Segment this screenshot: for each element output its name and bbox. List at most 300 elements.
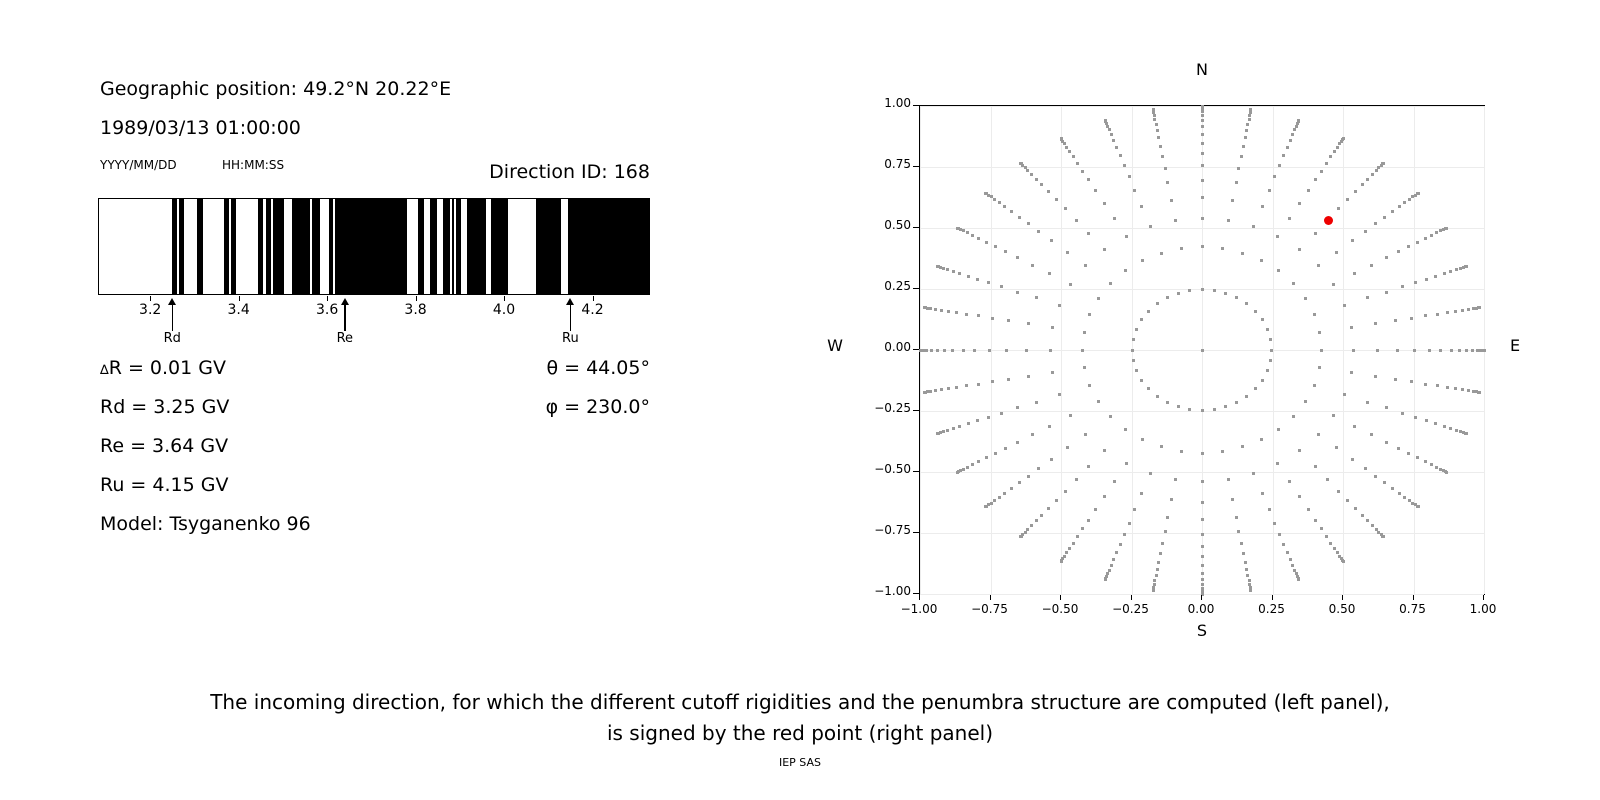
- direction-dot: [940, 309, 943, 312]
- direction-dot: [1248, 114, 1251, 117]
- direction-dot: [1113, 480, 1116, 483]
- direction-dot: [1249, 589, 1252, 592]
- direction-dot: [1375, 169, 1378, 172]
- direction-dot: [1245, 129, 1248, 132]
- direction-dot: [934, 389, 937, 392]
- direction-dot: [1276, 462, 1279, 465]
- penumbra-barcode: [98, 198, 650, 295]
- direction-dot: [1201, 518, 1204, 521]
- direction-dot: [1351, 458, 1354, 461]
- direction-dot: [1416, 456, 1419, 459]
- direction-dot: [998, 496, 1001, 499]
- direction-dot: [1016, 441, 1019, 444]
- direction-dot: [1174, 478, 1177, 481]
- direction-dot: [1133, 189, 1136, 192]
- re-line: Re = 3.64 GV: [100, 435, 229, 457]
- direction-dot: [985, 456, 988, 459]
- direction-dot: [1471, 349, 1474, 352]
- direction-dot: [1292, 415, 1295, 418]
- direction-dot: [1252, 472, 1255, 475]
- direction-dot: [977, 460, 980, 463]
- direction-dot: [1135, 328, 1138, 331]
- penumbra-black-band: [335, 199, 407, 294]
- direction-dot: [1352, 349, 1355, 352]
- direction-dot: [1152, 589, 1155, 592]
- direction-dot: [1385, 406, 1388, 409]
- direction-dot: [1201, 179, 1204, 182]
- grid-line-horizontal: [920, 472, 1484, 473]
- direction-dot: [1288, 217, 1291, 220]
- x-tick-label: −1.00: [900, 602, 938, 616]
- direction-dot: [1304, 400, 1307, 403]
- direction-dot: [1354, 190, 1357, 193]
- x-tick-mark: [1342, 595, 1343, 600]
- direction-dot: [1160, 252, 1163, 255]
- ru-line: Ru = 4.15 GV: [100, 474, 229, 496]
- direction-dot: [1019, 535, 1022, 538]
- direction-dot: [1424, 460, 1427, 463]
- direction-dot: [1397, 250, 1400, 253]
- direction-dot: [1307, 508, 1310, 511]
- x-tick-label: −0.25: [1112, 602, 1149, 616]
- direction-dot: [956, 471, 959, 474]
- direction-dot: [1087, 519, 1090, 522]
- direction-dot: [1353, 272, 1356, 275]
- y-tick-mark: [913, 532, 919, 533]
- direction-dot: [1124, 428, 1127, 431]
- direction-dot: [976, 419, 979, 422]
- direction-dot: [1304, 297, 1307, 300]
- direction-dot: [1088, 313, 1091, 316]
- direction-dot: [923, 391, 926, 394]
- direction-dot: [1016, 256, 1019, 259]
- direction-dot: [1068, 150, 1071, 153]
- direction-dot: [965, 313, 968, 316]
- direction-dot: [1424, 237, 1427, 240]
- direction-dot: [1166, 296, 1169, 299]
- direction-dot: [1245, 302, 1248, 305]
- direction-dot: [1282, 543, 1285, 546]
- direction-dot: [1072, 155, 1075, 158]
- direction-dot: [1018, 481, 1021, 484]
- direction-dot: [1141, 438, 1144, 441]
- direction-dot: [1040, 514, 1043, 517]
- direction-dot: [1164, 167, 1167, 170]
- x-tick-label: 1.00: [1469, 602, 1497, 616]
- direction-dot: [1115, 551, 1118, 554]
- direction-dot: [1076, 162, 1079, 165]
- direction-dot: [929, 307, 932, 310]
- direction-dot: [1248, 118, 1251, 121]
- credit-text: IEP SAS: [778, 756, 822, 769]
- direction-dot: [1156, 302, 1159, 305]
- direction-dot: [956, 227, 959, 230]
- x-tick-mark: [1272, 595, 1273, 600]
- direction-dot: [977, 383, 980, 386]
- direction-dot: [1166, 181, 1169, 184]
- direction-dot: [1201, 105, 1204, 108]
- penumbra-black-band: [266, 199, 271, 294]
- direction-dot: [1346, 499, 1349, 502]
- direction-dot: [1174, 219, 1177, 222]
- direction-dot: [1414, 416, 1417, 419]
- direction-dot: [1465, 265, 1468, 268]
- direction-dot: [1446, 386, 1449, 389]
- direction-dot: [1155, 123, 1158, 126]
- direction-dot: [929, 390, 932, 393]
- direction-dot: [1351, 239, 1354, 242]
- direction-dot: [1435, 466, 1438, 469]
- direction-dot: [1049, 349, 1052, 352]
- direction-dot: [1383, 216, 1386, 219]
- direction-dot: [1088, 384, 1091, 387]
- direction-dot: [1087, 178, 1090, 181]
- direction-dot: [1153, 114, 1156, 117]
- grid-line-horizontal: [920, 228, 1484, 229]
- direction-dot: [1273, 175, 1276, 178]
- direction-dot: [1113, 217, 1116, 220]
- y-tick-mark: [913, 349, 919, 350]
- direction-dot: [1483, 349, 1486, 352]
- direction-dot: [1055, 198, 1058, 201]
- direction-dot: [1298, 495, 1301, 498]
- direction-dot: [1252, 225, 1255, 228]
- direction-dot: [1317, 433, 1320, 436]
- direction-dot: [1401, 412, 1404, 415]
- direction-dot: [1147, 310, 1150, 313]
- direction-dot: [1224, 292, 1227, 295]
- direction-dot: [1069, 283, 1072, 286]
- direction-dot: [1037, 467, 1040, 470]
- x-tick-label: 0.50: [1328, 602, 1356, 616]
- direction-dot: [994, 452, 997, 455]
- direction-dot: [1237, 530, 1240, 533]
- direction-dot: [1325, 535, 1328, 538]
- direction-dot: [1140, 205, 1143, 208]
- direction-dot: [1245, 395, 1248, 398]
- y-tick-mark: [913, 471, 919, 472]
- direction-dot: [1125, 462, 1128, 465]
- direction-dot: [1430, 463, 1433, 466]
- direction-dot: [1318, 331, 1321, 334]
- direction-dot: [1004, 447, 1007, 450]
- direction-dot: [1180, 450, 1183, 453]
- direction-dot: [1231, 199, 1234, 202]
- direction-dot: [1153, 579, 1156, 582]
- direction-dot: [1160, 445, 1163, 448]
- direction-dot: [1391, 487, 1394, 490]
- direction-dot: [1201, 349, 1204, 352]
- direction-dot: [1227, 478, 1230, 481]
- direction-dot: [1385, 441, 1388, 444]
- direction-dot: [1342, 560, 1345, 563]
- direction-dot: [1068, 547, 1071, 550]
- direction-dot: [1048, 425, 1051, 428]
- direction-dot: [943, 349, 946, 352]
- direction-dot: [1343, 304, 1346, 307]
- direction-dot: [1157, 561, 1160, 564]
- direction-dot: [1141, 259, 1144, 262]
- barcode-axis-tick-label: 3.8: [404, 302, 427, 318]
- direction-dot: [977, 314, 980, 317]
- direction-dot: [1436, 313, 1439, 316]
- y-tick-mark: [913, 593, 919, 594]
- direction-dot: [1293, 128, 1296, 131]
- direction-dot: [1103, 449, 1106, 452]
- direction-dot: [1416, 241, 1419, 244]
- direction-dot: [1149, 472, 1152, 475]
- direction-dot: [1055, 499, 1058, 502]
- direction-dot: [1035, 178, 1038, 181]
- direction-dot: [934, 308, 937, 311]
- direction-dot: [1449, 270, 1452, 273]
- direction-dot: [1235, 296, 1238, 299]
- direction-dot: [1277, 269, 1280, 272]
- direction-dot: [1058, 304, 1061, 307]
- rigidity-arrow-stem: [172, 305, 174, 331]
- direction-dot: [1003, 205, 1006, 208]
- direction-dot: [1152, 108, 1155, 111]
- time-format-hint: HH:MM:SS: [222, 158, 285, 172]
- direction-dot: [1289, 558, 1292, 561]
- direction-dot: [988, 349, 991, 352]
- direction-dot: [1097, 400, 1100, 403]
- direction-dot: [1407, 452, 1410, 455]
- direction-dot: [1403, 496, 1406, 499]
- direction-dot: [1201, 114, 1204, 117]
- direction-dot: [993, 499, 996, 502]
- direction-dot: [1366, 401, 1369, 404]
- barcode-axis-tick: [593, 296, 594, 301]
- direction-dot: [1027, 222, 1030, 225]
- penumbra-black-band: [491, 199, 508, 294]
- direction-dot: [1094, 189, 1097, 192]
- direction-dot: [1374, 475, 1377, 478]
- direction-dot: [1403, 201, 1406, 204]
- direction-dot: [1478, 391, 1481, 394]
- direction-dot: [1201, 196, 1204, 199]
- direction-dot: [1374, 375, 1377, 378]
- y-tick-mark: [913, 227, 919, 228]
- direction-dot: [1201, 133, 1204, 136]
- direction-dot: [1261, 492, 1264, 495]
- direction-dot: [1268, 508, 1271, 511]
- direction-dot: [1177, 405, 1180, 408]
- direction-dot: [1260, 438, 1263, 441]
- direction-dot: [1282, 154, 1285, 157]
- direction-dot: [1201, 564, 1204, 567]
- direction-dot: [1201, 452, 1204, 455]
- direction-dot: [1201, 217, 1204, 220]
- direction-dot: [1266, 328, 1269, 331]
- direction-dot: [1244, 136, 1247, 139]
- x-tick-mark: [1131, 595, 1132, 600]
- direction-dot: [1125, 235, 1128, 238]
- direction-dot: [1329, 542, 1332, 545]
- direction-id-text: Direction ID: 168: [489, 161, 650, 183]
- direction-dot: [1370, 264, 1373, 267]
- direction-dot: [1333, 547, 1336, 550]
- direction-dot: [1354, 507, 1357, 510]
- direction-dot: [1443, 272, 1446, 275]
- y-tick-label: 1.00: [884, 96, 911, 110]
- y-tick-label: −1.00: [874, 584, 911, 598]
- direction-dot: [990, 502, 993, 505]
- direction-dot: [925, 349, 928, 352]
- direction-dot: [1201, 583, 1204, 586]
- direction-dot: [1119, 543, 1122, 546]
- direction-dot: [1201, 533, 1204, 536]
- direction-dot: [1124, 269, 1127, 272]
- y-tick-label: −0.50: [874, 462, 911, 476]
- model-line: Model: Tsyganenko 96: [100, 513, 311, 535]
- direction-dot: [1314, 519, 1317, 522]
- direction-dot: [1000, 285, 1003, 288]
- direction-dot: [1374, 322, 1377, 325]
- direction-dot: [958, 425, 961, 428]
- direction-dot: [1131, 349, 1134, 352]
- date-format-hint: YYYY/MM/DD: [100, 158, 177, 172]
- direction-dot: [1155, 574, 1158, 577]
- direction-dot: [1249, 108, 1252, 111]
- direction-dot: [1087, 232, 1090, 235]
- direction-dot: [1128, 522, 1131, 525]
- direction-dot: [1435, 231, 1438, 234]
- barcode-axis-tick: [327, 296, 328, 301]
- direction-dot: [1087, 465, 1090, 468]
- direction-dot: [1246, 574, 1249, 577]
- direction-dot: [990, 195, 993, 198]
- direction-dot: [1425, 278, 1428, 281]
- direction-dot: [1221, 450, 1224, 453]
- direction-dot: [1170, 199, 1173, 202]
- x-tick-label: −0.50: [1041, 602, 1079, 616]
- direction-dot: [1157, 136, 1160, 139]
- direction-dot: [1064, 207, 1067, 210]
- direction-dot: [1051, 371, 1054, 374]
- direction-dot: [1007, 319, 1010, 322]
- direction-dot: [1156, 568, 1159, 571]
- direction-dot: [993, 198, 996, 201]
- direction-dot: [1094, 508, 1097, 511]
- direction-dot: [1382, 162, 1385, 165]
- direction-dot: [1314, 232, 1317, 235]
- direction-dot: [1261, 379, 1264, 382]
- direction-dot: [1292, 282, 1295, 285]
- direction-dot: [1201, 110, 1204, 113]
- direction-dot: [1201, 245, 1204, 248]
- direction-dot: [1047, 507, 1050, 510]
- penumbra-black-band: [179, 199, 183, 294]
- direction-dot: [976, 278, 979, 281]
- rd-line: Rd = 3.25 GV: [100, 396, 230, 418]
- direction-dot: [1016, 291, 1019, 294]
- direction-dot: [1242, 552, 1245, 555]
- direction-dot: [987, 416, 990, 419]
- direction-dot: [923, 306, 926, 309]
- direction-dot: [947, 387, 950, 390]
- direction-dot: [1048, 272, 1051, 275]
- direction-dot: [1123, 164, 1126, 167]
- direction-dot: [1135, 369, 1138, 372]
- direction-dot: [1103, 202, 1106, 205]
- direction-dot: [1374, 222, 1377, 225]
- rigidity-arrow-label: Re: [336, 331, 354, 346]
- direction-dot: [1465, 432, 1468, 435]
- direction-dot: [955, 311, 958, 314]
- direction-dot: [946, 268, 949, 271]
- direction-dot: [1332, 283, 1335, 286]
- direction-dot: [1320, 527, 1323, 530]
- direction-dot: [1439, 349, 1442, 352]
- caption-line-2: is signed by the red point (right panel): [606, 721, 994, 745]
- direction-dot: [985, 241, 988, 244]
- direction-dot: [1075, 478, 1078, 481]
- direction-dot: [1010, 210, 1013, 213]
- direction-dot: [1291, 133, 1294, 136]
- direction-dot: [1337, 490, 1340, 493]
- direction-dot: [984, 505, 987, 508]
- direction-dot: [1335, 446, 1338, 449]
- direction-dot: [1337, 207, 1340, 210]
- direction-dot: [1031, 433, 1034, 436]
- penumbra-black-band: [536, 199, 562, 294]
- direction-dot: [1018, 216, 1021, 219]
- direction-dot: [991, 380, 994, 383]
- direction-dot: [1201, 125, 1204, 128]
- direction-dot: [1398, 205, 1401, 208]
- direction-dot: [1317, 264, 1320, 267]
- direction-dot: [1436, 384, 1439, 387]
- direction-dot: [966, 466, 969, 469]
- direction-dot: [1201, 164, 1204, 167]
- direction-dot: [936, 265, 939, 268]
- direction-dot: [1132, 338, 1135, 341]
- direction-dot: [1050, 458, 1053, 461]
- direction-dot: [951, 349, 954, 352]
- direction-dot: [1030, 173, 1033, 176]
- direction-dot: [1109, 282, 1112, 285]
- direction-dot: [1286, 551, 1289, 554]
- direction-dot: [1081, 349, 1084, 352]
- caption-line-1: The incoming direction, for which the different cutoff rigidities and the penumbra structure are computed (left panel),: [210, 690, 1390, 714]
- east-label: E: [1509, 336, 1521, 355]
- direction-dot: [946, 429, 949, 432]
- direction-dot: [1313, 384, 1316, 387]
- direction-dot: [958, 272, 961, 275]
- penumbra-black-band: [467, 199, 486, 294]
- direction-dot: [1231, 498, 1234, 501]
- direction-dot: [1201, 152, 1204, 155]
- rigidity-arrow-label: Ru: [562, 331, 579, 346]
- direction-dot: [1455, 429, 1458, 432]
- direction-dot: [1188, 408, 1191, 411]
- direction-dot: [1019, 162, 1022, 165]
- direction-dot: [991, 317, 994, 320]
- direction-dot: [1035, 296, 1038, 299]
- direction-dot: [1261, 205, 1264, 208]
- barcode-axis-tick: [239, 296, 240, 301]
- direction-dot: [1035, 519, 1038, 522]
- direction-dot: [1288, 480, 1291, 483]
- direction-dot: [1027, 475, 1030, 478]
- direction-dot: [1244, 561, 1247, 564]
- direction-dot: [940, 388, 943, 391]
- direction-dot: [1201, 555, 1204, 558]
- direction-dot: [1425, 419, 1428, 422]
- direction-dot: [1371, 173, 1374, 176]
- direction-dot: [952, 270, 955, 273]
